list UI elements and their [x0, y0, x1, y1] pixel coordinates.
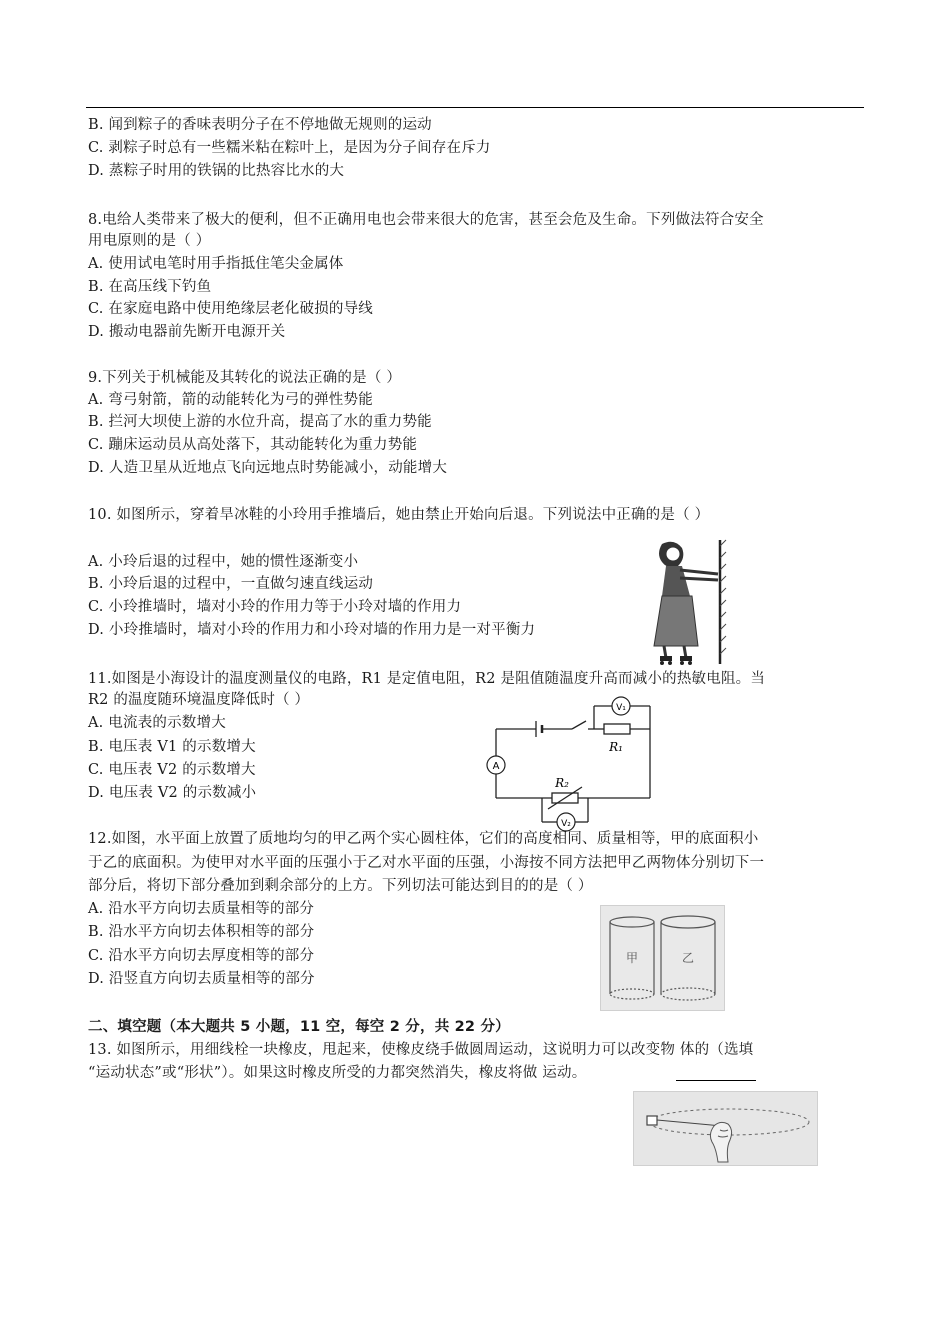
- q9-option-b: B. 拦河大坝使上游的水位升高，提高了水的重力势能: [88, 414, 432, 430]
- circuit-diagram: [484, 694, 659, 834]
- q7-option-d: D. 蒸粽子时用的铁锅的比热容比水的大: [88, 163, 345, 179]
- q8-option-b: B. 在高压线下钓鱼: [88, 279, 212, 295]
- q11-option-c: C. 电压表 V2 的示数增大: [88, 762, 256, 778]
- q12-option-c: C. 沿水平方向切去厚度相等的部分: [88, 948, 315, 964]
- q11-stem-line1: 11.如图是小海设计的温度测量仪的电路，R1 是定值电阻，R2 是阻值随温度升高而减小的热敏电阻。当: [88, 671, 766, 687]
- q8-option-c: C. 在家庭电路中使用绝缘层老化破损的导线: [88, 301, 373, 317]
- q8-stem-line2: 用电原则的是（ ）: [88, 233, 211, 249]
- cylinder-yi-label: 乙: [681, 951, 695, 965]
- ammeter-label: A: [492, 761, 500, 772]
- resistor-r1-label: R₁: [609, 740, 623, 754]
- voltmeter-v1-label: V₁: [616, 703, 626, 713]
- q10-option-d: D. 小玲推墙时，墙对小玲的作用力和小玲对墙的作用力是一对平衡力: [88, 622, 536, 638]
- q12-stem-line3: 部分后，将切下部分叠加到剩余部分的上方。下列切法可能达到目的的是（ ）: [88, 878, 593, 894]
- q13-answer-blank: [676, 1080, 756, 1081]
- header-rule: [86, 107, 864, 108]
- q10-option-b: B. 小玲后退的过程中，一直做匀速直线运动: [88, 576, 374, 592]
- cylinders-figure: [600, 905, 725, 1011]
- cylinder-jia-label: 甲: [625, 951, 639, 965]
- q11-stem-line2: R2 的温度随环境温度降低时（ ）: [88, 692, 310, 708]
- eraser-swing-figure: [633, 1091, 818, 1166]
- q12-stem-line2: 于乙的底面积。为使甲对水平面的压强小于乙对水平面的压强，小海按不同方法把甲乙两物体分别切下一: [88, 855, 765, 871]
- q8-option-a: A. 使用试电笔时用手指抵住笔尖金属体: [88, 256, 344, 272]
- q10-stem: 10. 如图所示，穿着旱冰鞋的小玲用手推墙后，她由禁止开始向后退。下列说法中正确的是（ ）: [88, 507, 710, 523]
- q9-option-c: C. 蹦床运动员从高处落下，其动能转化为重力势能: [88, 437, 418, 453]
- q9-option-d: D. 人造卫星从近地点飞向远地点时势能减小，动能增大: [88, 460, 448, 476]
- q10-option-a: A. 小玲后退的过程中，她的惯性逐渐变小: [88, 554, 359, 570]
- q12-option-b: B. 沿水平方向切去体积相等的部分: [88, 924, 315, 940]
- q8-option-d: D. 搬动电器前先断开电源开关: [88, 324, 286, 340]
- q13-line2: “运动状态”或“形状”）。如果这时橡皮所受的力都突然消失，橡皮将做 运动。: [88, 1065, 587, 1081]
- q9-option-a: A. 弯弓射箭，箭的动能转化为弓的弹性势能: [88, 392, 373, 408]
- q7-option-b: B. 闻到粽子的香味表明分子在不停地做无规则的运动: [88, 117, 432, 133]
- q11-option-a: A. 电流表的示数增大: [88, 715, 226, 731]
- resistor-r2-label: R₂: [555, 776, 569, 790]
- q11-option-b: B. 电压表 V1 的示数增大: [88, 739, 256, 755]
- section2-heading: 二、填空题（本大题共 5 小题，11 空，每空 2 分，共 22 分）: [88, 1019, 510, 1035]
- girl-pushing-wall-figure: [640, 536, 735, 666]
- q12-option-d: D. 沿竖直方向切去质量相等的部分: [88, 971, 315, 987]
- q8-stem-line1: 8.电给人类带来了极大的便利，但不正确用电也会带来很大的危害，甚至会危及生命。下列做法符合安全: [88, 212, 764, 228]
- q12-stem-line1: 12.如图，水平面上放置了质地均匀的甲乙两个实心圆柱体，它们的高度相同、质量相等，甲的底面积小: [88, 831, 759, 847]
- q10-option-c: C. 小玲推墙时，墙对小玲的作用力等于小玲对墙的作用力: [88, 599, 462, 615]
- q11-option-d: D. 电压表 V2 的示数减小: [88, 785, 257, 801]
- q9-stem: 9.下列关于机械能及其转化的说法正确的是（ ）: [88, 370, 402, 386]
- q7-option-c: C. 剥粽子时总有一些糯米粘在粽叶上，是因为分子间存在斥力: [88, 140, 491, 156]
- q12-option-a: A. 沿水平方向切去质量相等的部分: [88, 901, 315, 917]
- q13-line1: 13. 如图所示，用细线栓一块橡皮，甩起来，使橡皮绕手做圆周运动，这说明力可以改变物 体的（选填: [88, 1042, 754, 1058]
- voltmeter-v2-label: V₂: [561, 819, 571, 829]
